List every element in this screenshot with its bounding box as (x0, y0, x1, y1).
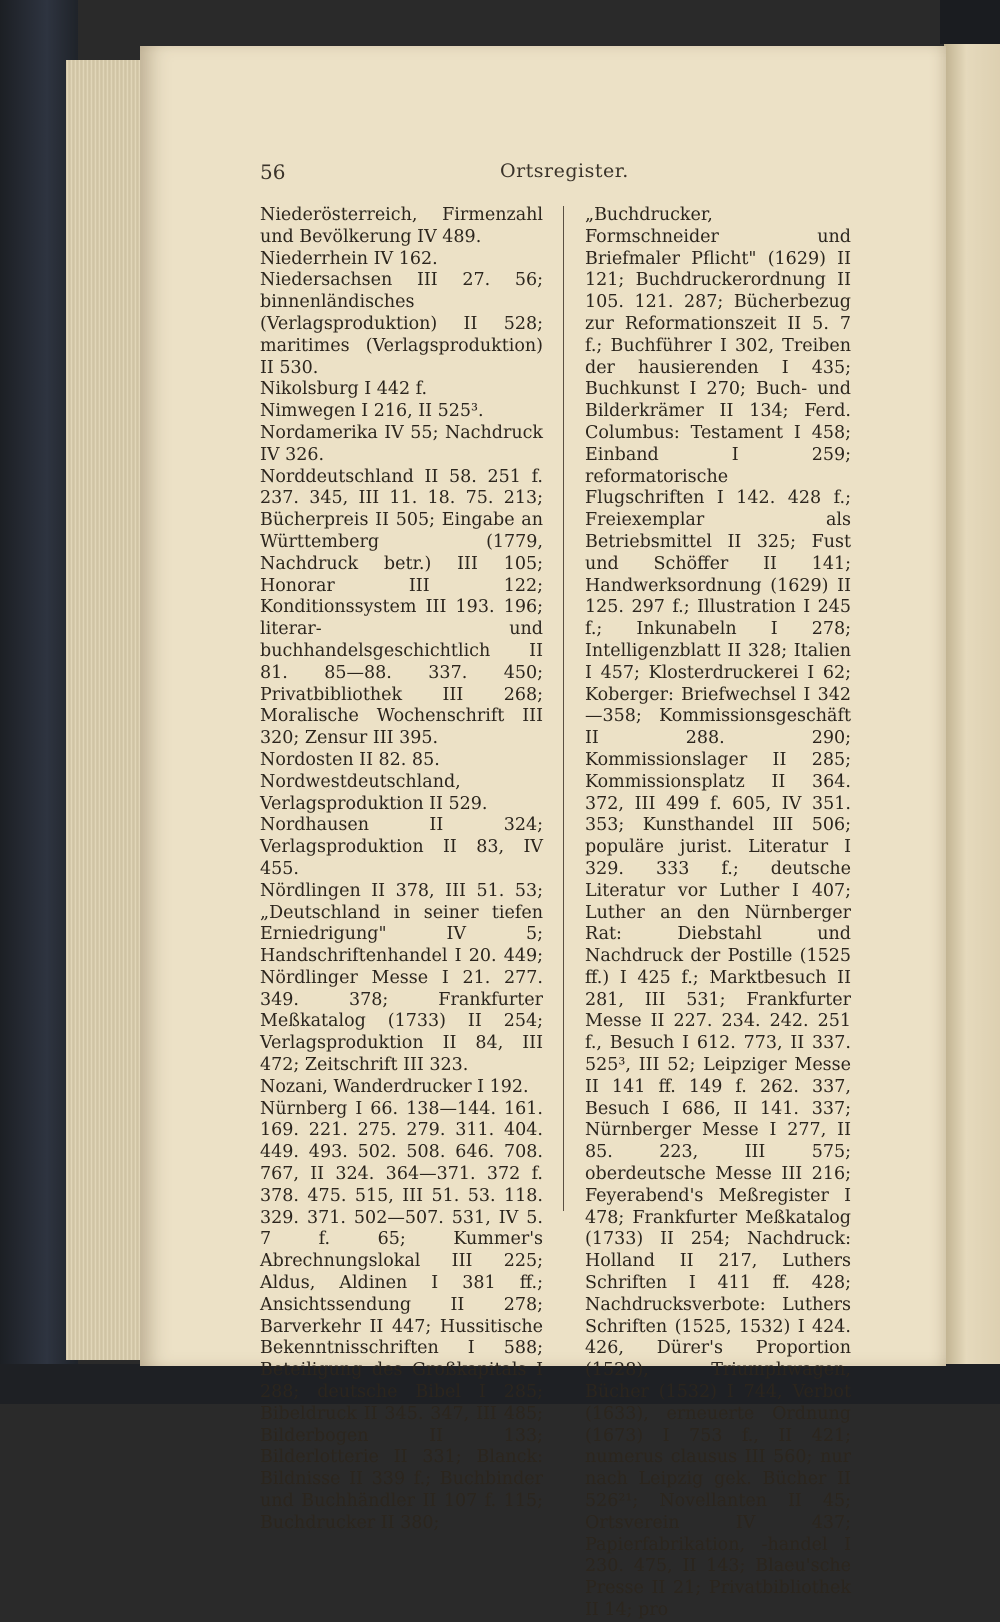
column-divider (563, 206, 564, 1211)
index-entry: Nordosten II 82. 85. (260, 749, 440, 770)
index-entry: Nordhausen II 324; Verlagsproduktion II 83, IV 455. (260, 815, 543, 879)
index-entry: Nordwestdeutschland, Verlagsproduktion II 529. (260, 771, 488, 814)
index-entry: Norddeutschland II 58. 251 f. 237. 345, III 11. 18. 75. 213; Bücherpreis II 505; Eingabe an Württemberg (1779, Nachdruck betr.) III 105; Honorar III 122; Konditionssystem III 193. 196; literar- und buchhandelsgeschichtlich II 81. 85—88. 337. 450; Privatbibliothek III 268; Moralische Wochenschrift III 320; Zensur III 395. (260, 466, 543, 749)
index-entry: Nordamerika IV 55; Nachdruck IV 326. (260, 422, 543, 465)
index-entry: Nikolsburg I 442 f. (260, 379, 428, 400)
right-column (585, 205, 851, 1622)
index-entry: Nimwegen I 216, II 525³. (260, 401, 484, 422)
background-corner (940, 0, 1000, 44)
index-entry: „Buchdrucker, Formschneider und Briefmaler Pflicht" (1629) II 121; Buchdruckerordnung II 105. 121. 287; Bücherbezug zur Reformationszeit II 5. 7 f.; Buchführer I 302, Treiben der hausierenden I 435; Buchkunst I 270; Buch- und Bilderkrämer II 134; Ferd. Columbus: Testament I 458; Einband I 259; reformatorische Flugschriften I 142. 428 f.; Freiexemplar als Betriebsmittel II 325; Fust und Schöffer II 141; Handwerksordnung (1629) II 125. 297 f.; Illustration I 245 f.; Inkunabeln I 278; Intelligenzblatt II 328; Italien I 457; Klosterdruckerei I 62; Koberger: Briefwechsel I 342—358; Kommissionsgeschäft II 288. 290; Kommissionslager II 285; Kommissionsplatz II 364. 372, III 499 f. 605, IV 351. 353; Kunsthandel III 506; populäre jurist. Literatur I 329. 333 f.; deutsche Literatur vor Luther I 407; Luther an den Nürnberger Rat: Diebstahl und Nachdruck der Postille (1525 ff.) I 425 f.; Marktbesuch II 281, III 531; Frankfurter Messe II 227. 234. 242. 251 f., Besuch I 612. 773, II 337. 525³, III 52; Leipziger Messe II 141 ff. 149 f. 262. 337, Besuch I 686, II 141. 337; Nürnberger Messe I 277, II 85. 223, III 575; oberdeutsche Messe III 216; Feyerabend's Meßregister I 478; Frankfurter Meßkatalog (1733) II 254; Nachdruck: Holland II 217, Luthers Schriften I 411 ff. 428; Nachdrucksverbote: Luthers Schriften (1525, 1532) I 424. 426, Dürer's Proportion (1528), Triumphwagen, Bücher (1532) I 744, Verbot (1633), erneuerte Ordnung (1673) I 753 f., II 421; numerus clausus III 560; nur nach Leipzig gek. Bücher II 526²¹; Novellanten II 45; Ortsverein IV 437; Papierfabrikation, -handel I 230. 475, II 143; Blaeu'sche Presse II 21; Privatbibliothek II 14; pro (585, 205, 851, 1620)
page-edges (66, 60, 146, 1360)
index-entry: Niederrhein IV 162. (260, 248, 438, 269)
facing-page-edge (944, 30, 1000, 1404)
left-column (260, 205, 543, 1535)
page-number: 56 (260, 160, 286, 184)
running-title: Ortsregister. (500, 160, 629, 182)
index-entry: Niederösterreich, Firmenzahl und Bevölkerung IV 489. (260, 205, 543, 247)
index-entry: Nozani, Wanderdrucker I 192. (260, 1076, 529, 1097)
index-entry: Nürnberg I 66. 138—144. 161. 169. 221. 275. 279. 311. 404. 449. 493. 502. 508. 646. 708. 767, II 324. 364—371. 372 f. 378. 475. 515, III 51. 53. 118. 329. 371. 502—507. 531, IV 5. 7 f. 65; Kummer's Abrechnungslokal III 225; Aldus, Aldinen I 381 ff.; Ansichtssendung II 278; Barverkehr II 447; Hussitische Bekenntnisschriften I 588; Beteiligung des Großkapitals I 288; deutsche Bibel I 285; Bibeldruck II 345. 347, III 485; Bilderbogen II 133; Bilderlotterie II 331; Blanck: Bildnisse II 339 f.; Buchbinder und Buchhändler II 107 f. 115; Buchdrucker II 380; (260, 1098, 543, 1533)
index-entry: Niedersachsen III 27. 56; binnenländisches (Verlagsproduktion) II 528; maritimes (Verlagsproduktion) II 530. (260, 270, 543, 378)
index-entry: Nördlingen II 378, III 51. 53; „Deutschland in seiner tiefen Erniedrigung" IV 5; Handschriftenhandel I 20. 449; Nördlinger Messe I 21. 277. 349. 378; Frankfurter Meßkatalog (1733) II 254; Verlagsproduktion II 84, III 472; Zeitschrift III 323. (260, 880, 543, 1076)
